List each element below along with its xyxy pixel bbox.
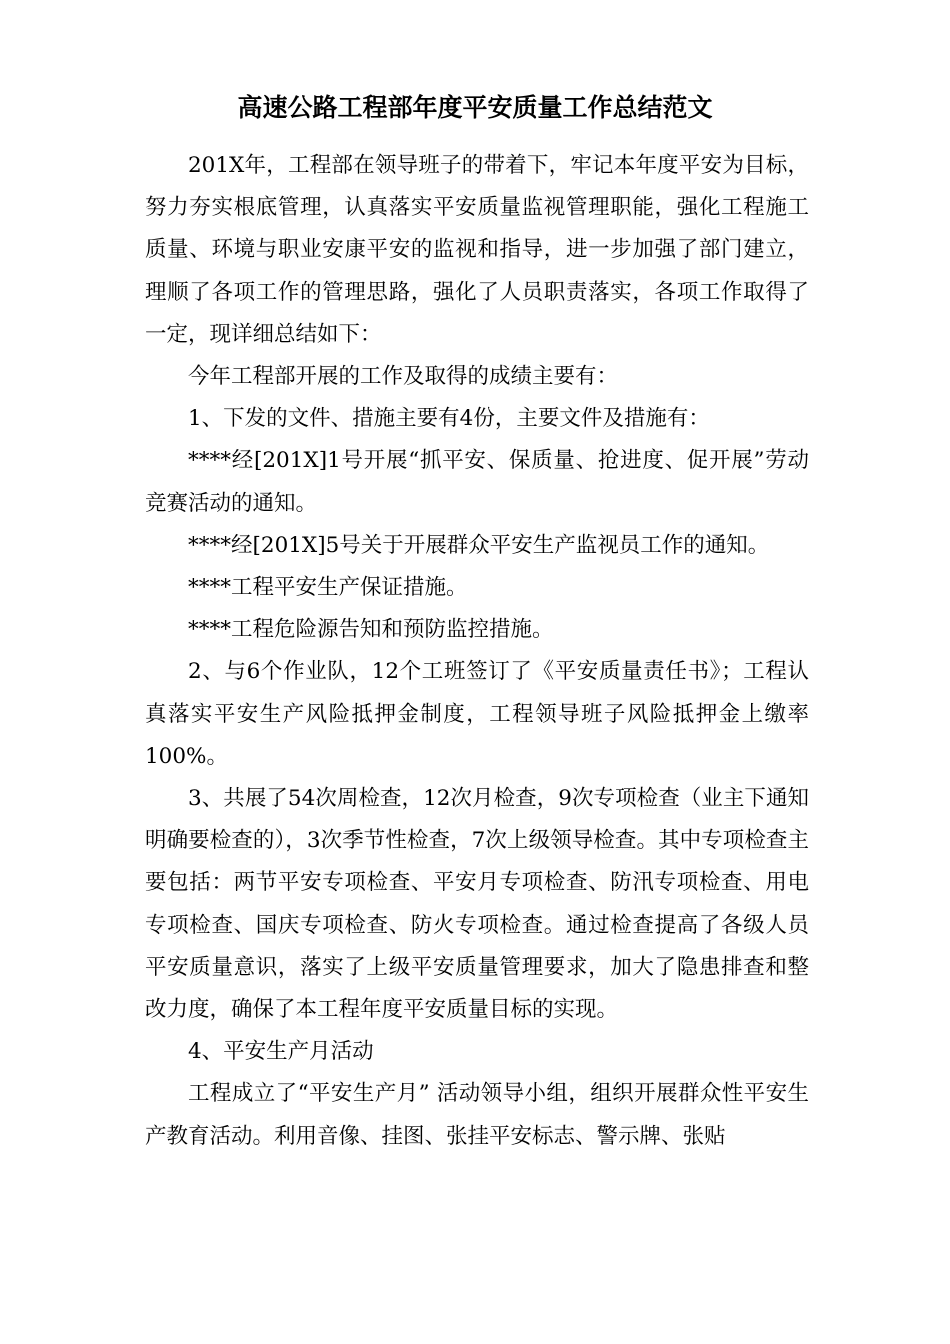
paragraph-document-3: ****工程平安生产保证措施。 (188, 575, 468, 601)
paragraph-item-3: 3、共展了54次周检查，12次月检查，9次专项检查（业主下通知明确要检查的），3次季节性检查，7次上级领导检查。其中专项检查主要包括：两节平安专项检查、平安月专项检查、防汛专项检查、用电专项检查、国庆专项检查、防火专项检查。通过检查提高了各级人员平安质量意识，落实了上级平安质量管理要求，加大了隐患排查和整改力度，确保了本工程年度平安质量目标的实现。 (145, 786, 809, 1023)
paragraph-document-4: ****工程危险源告知和预防监控措施。 (188, 617, 554, 643)
paragraph-item-2: 2、与6个作业队，12个工班签订了《平安质量责任书》；工程认真落实平安生产风险抵押金制度，工程领导班子风险抵押金上缴率100%。 (145, 659, 809, 769)
paragraph-intro: 201X年，工程部在领导班子的带着下，牢记本年度平安为目标，努力夯实根底管理，认真落实平安质量监视管理职能，强化工程施工质量、环境与职业安康平安的监视和指导，进一步加强了部门建立，理顺了各项工作的管理思路，强化了人员职责落实，各项工作取得了一定，现详细总结如下： (145, 153, 809, 347)
paragraph-document-2: ****经[201X]5号关于开展群众平安生产监视员工作的通知。 (188, 532, 770, 558)
paragraph-achievements-heading: 今年工程部开展的工作及取得的成绩主要有： (188, 364, 619, 390)
document-title: 高速公路工程部年度平安质量工作总结范文 (237, 93, 713, 122)
paragraph-document-1: ****经[201X]1号开展“抓平安、保质量、抢进度、促开展”劳动竞赛活动的通知。 (145, 448, 809, 516)
paragraph-item-1: 1、下发的文件、措施主要有4份，主要文件及措施有： (188, 406, 710, 432)
paragraph-item-4-heading: 4、平安生产月活动 (188, 1039, 374, 1065)
document-body (145, 145, 809, 1158)
paragraph-safety-month: 工程成立了“平安生产月” 活动领导小组，组织开展群众性平安生产教育活动。利用音像、挂图、张挂平安标志、警示牌、张贴 (145, 1081, 809, 1149)
